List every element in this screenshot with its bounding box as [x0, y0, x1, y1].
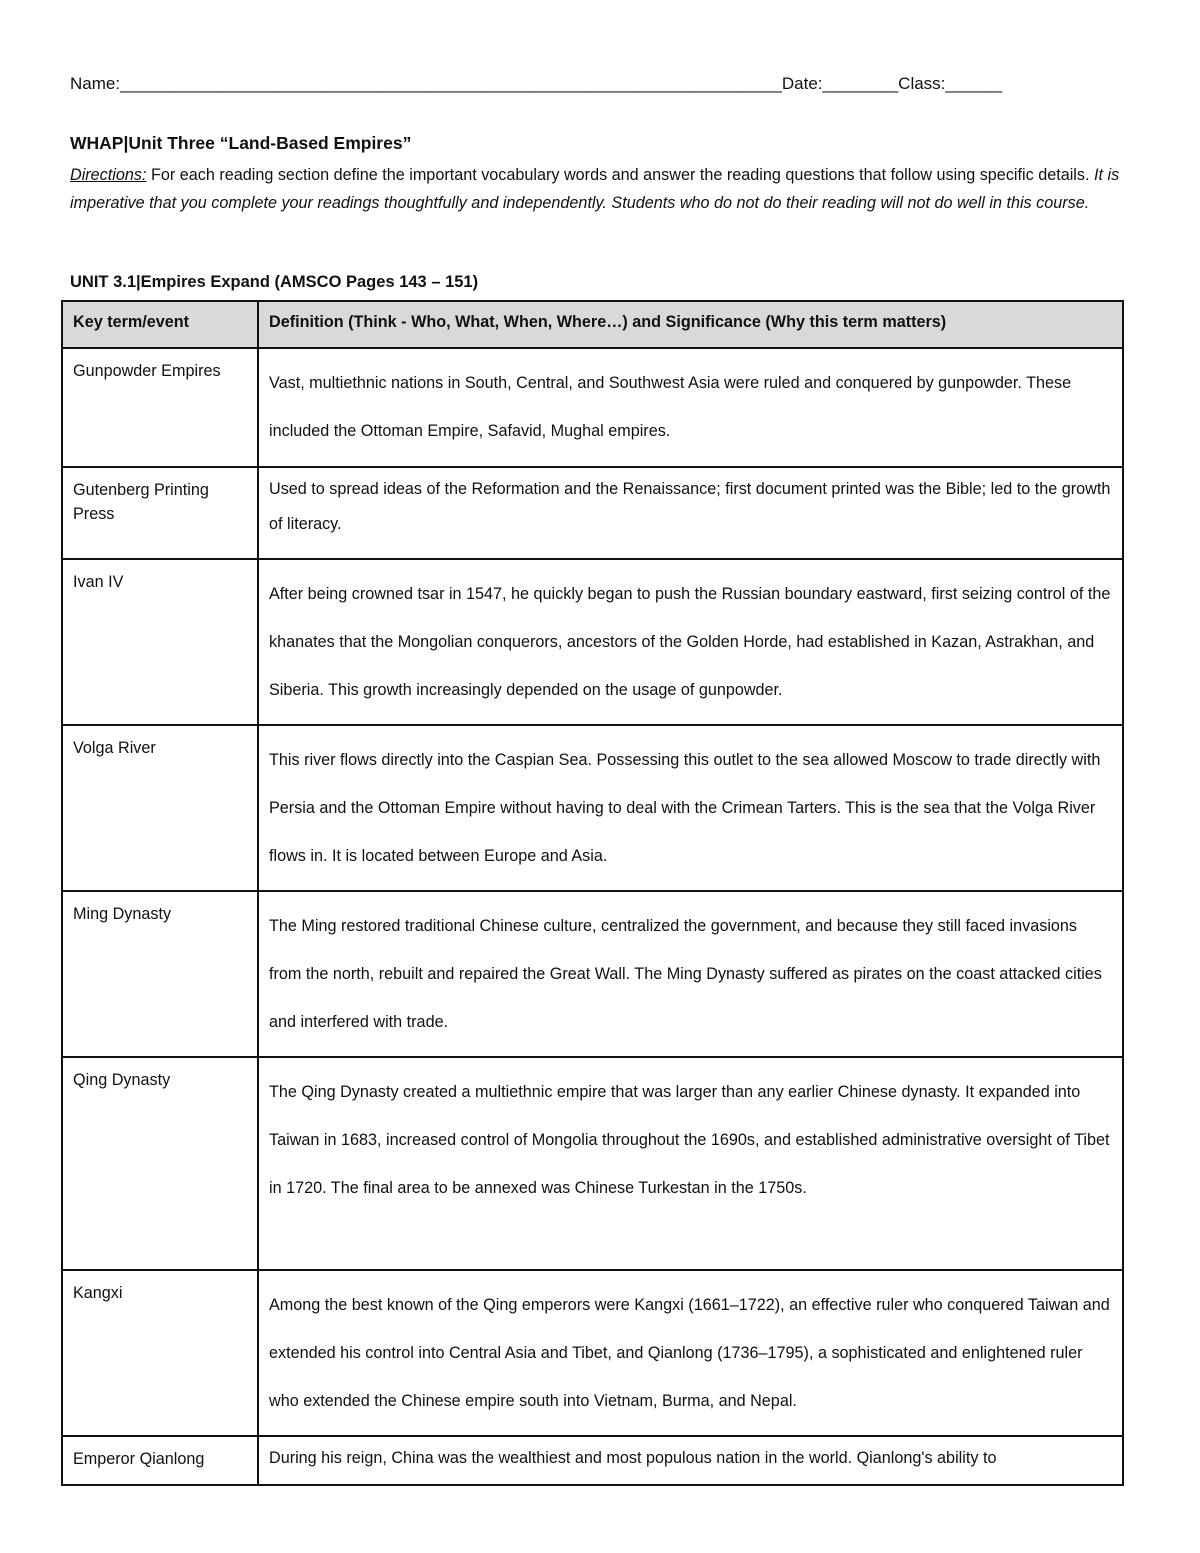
table-row: [62, 559, 1123, 725]
term-cell: Ming Dynasty: [62, 891, 258, 1057]
term-cell: Volga River: [62, 725, 258, 891]
table-row: [62, 1057, 1123, 1270]
column-header-term: Key term/event: [62, 301, 258, 348]
term-cell: Emperor Qianlong: [62, 1436, 258, 1485]
table-row: [62, 725, 1123, 891]
section-heading: UNIT 3.1|Empires Expand (AMSCO Pages 143 – 151): [70, 273, 479, 291]
definition-cell[interactable]: The Ming restored traditional Chinese culture, centralized the government, and because they still faced invasions from the north, rebuilt and repaired the Great Wall. The Ming Dynasty suffered as pirates on the coast attacked cities and interfered with trade.: [258, 891, 1123, 1057]
table-row: [62, 348, 1123, 467]
definition-cell[interactable]: During his reign, China was the wealthiest and most populous nation in the world. Qianlong's ability to: [258, 1436, 1123, 1485]
vocabulary-table: [61, 300, 1124, 1486]
worksheet-title: WHAP|Unit Three “Land-Based Empires”: [70, 133, 412, 153]
definition-cell[interactable]: The Qing Dynasty created a multiethnic empire that was larger than any earlier Chinese dynasty. It expanded into Taiwan in 1683, increased control of Mongolia throughout the 1690s, and established administrative oversight of Tibet in 1720. The final area to be annexed was Chinese Turkestan in the 1750s.: [258, 1057, 1123, 1270]
definition-cell[interactable]: Used to spread ideas of the Reformation and the Renaissance; first document printed was the Bible; led to the growth of literacy.: [258, 467, 1123, 559]
term-cell: Qing Dynasty: [62, 1057, 258, 1270]
column-header-definition: Definition (Think - Who, What, When, Where…) and Significance (Why this term matters): [258, 301, 1123, 348]
directions-text: For each reading section define the important vocabulary words and answer the reading questions that follow using specific details.: [146, 166, 1094, 184]
table-row: [62, 467, 1123, 559]
table-row: [62, 1270, 1123, 1436]
term-cell: Gutenberg Printing Press: [62, 467, 258, 559]
definition-cell[interactable]: This river flows directly into the Caspian Sea. Possessing this outlet to the sea allowed Moscow to trade directly with Persia and the Ottoman Empire without having to deal with the Crimean Tarters. This is the sea that the Volga River flows in. It is located between Europe and Asia.: [258, 725, 1123, 891]
table-header-row: [62, 301, 1123, 348]
definition-cell[interactable]: Among the best known of the Qing emperors were Kangxi (1661–1722), an effective ruler who conquered Taiwan and extended his control into Central Asia and Tibet, and Qianlong (1736–1795), a sophisticated and enlightened ruler who extended the Chinese empire south into Vietnam, Burma, and Nepal.: [258, 1270, 1123, 1436]
table-row: [62, 1436, 1123, 1485]
table-row: [62, 891, 1123, 1057]
directions-emphasis: It is imperative that you complete your readings thoughtfully and independently. Students who do not do their reading will not do well in this course.: [70, 166, 1120, 212]
name-date-class-line: Name:______________________________________________________________________Date:________Class:______: [70, 74, 1003, 93]
term-cell: Gunpowder Empires: [62, 348, 258, 467]
directions-label: Directions:: [70, 166, 147, 184]
definition-cell[interactable]: Vast, multiethnic nations in South, Central, and Southwest Asia were ruled and conquered by gunpowder. These included the Ottoman Empire, Safavid, Mughal empires.: [258, 348, 1123, 467]
term-cell: Ivan IV: [62, 559, 258, 725]
definition-cell[interactable]: After being crowned tsar in 1547, he quickly began to push the Russian boundary eastward, first seizing control of the khanates that the Mongolian conquerors, ancestors of the Golden Horde, had established in Kazan, Astrakhan, and Siberia. This growth increasingly depended on the usage of gunpowder.: [258, 559, 1123, 725]
term-cell: Kangxi: [62, 1270, 258, 1436]
directions-paragraph: [70, 162, 1130, 217]
